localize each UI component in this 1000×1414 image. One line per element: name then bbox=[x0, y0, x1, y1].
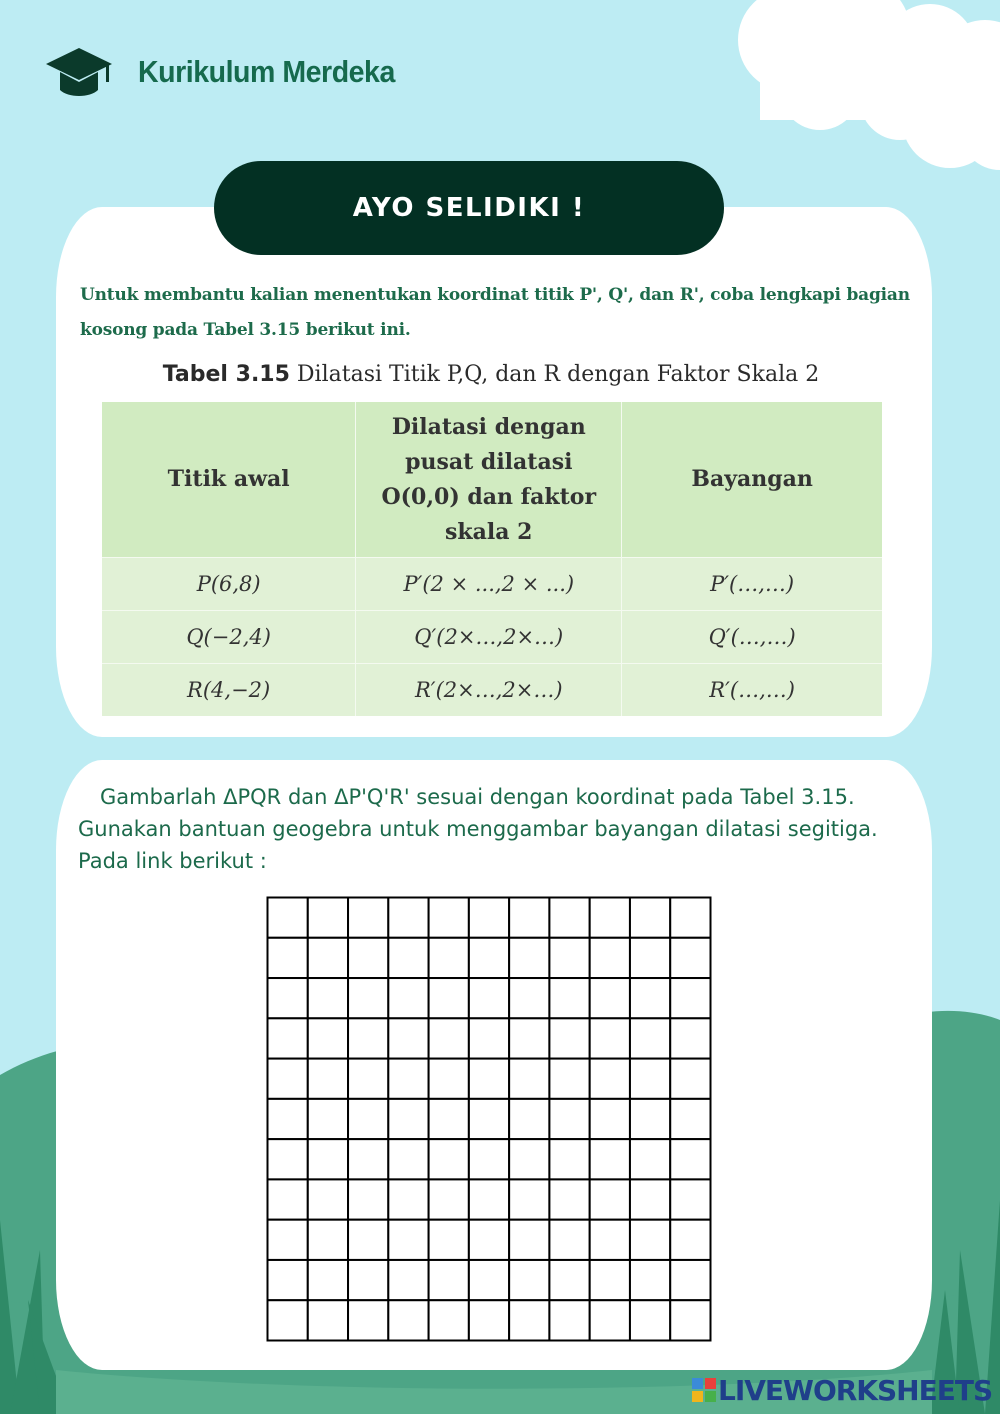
grid-cell[interactable] bbox=[348, 1300, 388, 1340]
grid-cell[interactable] bbox=[388, 1099, 428, 1139]
dilation-table bbox=[102, 402, 882, 716]
grid-cell[interactable] bbox=[509, 1220, 549, 1260]
drawing-instruction-text: Gambarlah ΔPQR dan ΔP'Q'R' sesuai dengan koordinat pada Tabel 3.15. Gunakan bantuan geogebra untuk menggambar bayangan dilatasi segitiga. Pada link berikut : bbox=[78, 785, 878, 873]
grid-cell[interactable] bbox=[308, 1099, 348, 1139]
cloud-icon bbox=[738, 0, 1000, 170]
grid-cell[interactable] bbox=[469, 1059, 509, 1099]
grid-cell[interactable] bbox=[429, 1139, 469, 1179]
grid-cell[interactable] bbox=[388, 1018, 428, 1058]
grid-cell[interactable] bbox=[348, 978, 388, 1018]
cell-dilation[interactable]: P′(2 × ...,2 × ...) bbox=[356, 558, 622, 611]
grid-cell[interactable] bbox=[509, 1059, 549, 1099]
grid-cell[interactable] bbox=[308, 1179, 348, 1219]
cell-image[interactable]: P′(…,…) bbox=[622, 558, 882, 611]
grid-cell[interactable] bbox=[268, 1260, 308, 1300]
grid-cell[interactable] bbox=[268, 1059, 308, 1099]
grid-cell[interactable] bbox=[630, 1018, 670, 1058]
grid-cell[interactable] bbox=[268, 1018, 308, 1058]
grid-cell[interactable] bbox=[308, 1139, 348, 1179]
grid-cell[interactable] bbox=[630, 1220, 670, 1260]
cell-initial-point: R(4,−2) bbox=[102, 664, 356, 717]
grid-cell[interactable] bbox=[549, 898, 589, 938]
grid-cell[interactable] bbox=[348, 1018, 388, 1058]
grid-cell[interactable] bbox=[388, 1300, 428, 1340]
table-header-row bbox=[102, 402, 882, 558]
grid-cell[interactable] bbox=[268, 1139, 308, 1179]
grid-cell[interactable] bbox=[630, 898, 670, 938]
grid-cell[interactable] bbox=[630, 1059, 670, 1099]
grid-cell[interactable] bbox=[429, 1300, 469, 1340]
grid-cell[interactable] bbox=[348, 938, 388, 978]
grid-cell[interactable] bbox=[590, 1099, 630, 1139]
cell-dilation[interactable]: Q′(2×…,2×…) bbox=[356, 611, 622, 664]
grid-cell[interactable] bbox=[469, 938, 509, 978]
grid-cell[interactable] bbox=[590, 1059, 630, 1099]
grid-cell[interactable] bbox=[509, 1300, 549, 1340]
grid-cell[interactable] bbox=[308, 978, 348, 1018]
grid-cell[interactable] bbox=[670, 1059, 710, 1099]
grid-cell[interactable] bbox=[348, 1220, 388, 1260]
grid-cell[interactable] bbox=[549, 1059, 589, 1099]
grid-cell[interactable] bbox=[308, 1018, 348, 1058]
grid-cell[interactable] bbox=[429, 1099, 469, 1139]
grid-cell[interactable] bbox=[308, 1300, 348, 1340]
grid-cell[interactable] bbox=[388, 1260, 428, 1300]
grid-cell[interactable] bbox=[670, 1260, 710, 1300]
grid-cell[interactable] bbox=[469, 978, 509, 1018]
grid-cell[interactable] bbox=[549, 938, 589, 978]
cell-initial-point: P(6,8) bbox=[102, 558, 356, 611]
grid-cell[interactable] bbox=[268, 898, 308, 938]
grid-cell[interactable] bbox=[549, 978, 589, 1018]
grid-cell[interactable] bbox=[469, 1220, 509, 1260]
activity-instruction: Untuk membantu kalian menentukan koordinat titik P', Q', dan R', coba lengkapi bagian kosong pada Tabel 3.15 berikut ini. bbox=[80, 285, 910, 340]
grid-cell[interactable] bbox=[348, 1059, 388, 1099]
grid-cell[interactable] bbox=[469, 1099, 509, 1139]
grid-cell[interactable] bbox=[469, 898, 509, 938]
grid-cell[interactable] bbox=[429, 1220, 469, 1260]
brand-title: Kurikulum Merdeka bbox=[138, 54, 395, 89]
grid-cell[interactable] bbox=[630, 1179, 670, 1219]
grid-cell[interactable] bbox=[469, 1260, 509, 1300]
grid-cell[interactable] bbox=[388, 1139, 428, 1179]
grid-cell[interactable] bbox=[670, 898, 710, 938]
grid-cell[interactable] bbox=[268, 1179, 308, 1219]
grid-cell[interactable] bbox=[429, 898, 469, 938]
grid-cell[interactable] bbox=[509, 978, 549, 1018]
grid-cell[interactable] bbox=[348, 1260, 388, 1300]
cell-image[interactable]: Q′(…,…) bbox=[622, 611, 882, 664]
grid-cell[interactable] bbox=[509, 1099, 549, 1139]
grid-cell[interactable] bbox=[509, 1179, 549, 1219]
grid-cell[interactable] bbox=[670, 1179, 710, 1219]
grid-cell[interactable] bbox=[308, 1059, 348, 1099]
grid-cell[interactable] bbox=[549, 1018, 589, 1058]
grid-cell[interactable] bbox=[670, 1018, 710, 1058]
grid-cell[interactable] bbox=[590, 1179, 630, 1219]
grid-cell[interactable] bbox=[630, 978, 670, 1018]
grid-cell[interactable] bbox=[388, 1059, 428, 1099]
grid-cell[interactable] bbox=[469, 1018, 509, 1058]
grid-cell[interactable] bbox=[429, 1059, 469, 1099]
grid-cell[interactable] bbox=[268, 1300, 308, 1340]
grid-cell[interactable] bbox=[590, 898, 630, 938]
table-row bbox=[102, 664, 882, 717]
grid-cell[interactable] bbox=[590, 1220, 630, 1260]
grid-cell[interactable] bbox=[590, 978, 630, 1018]
grid-cell[interactable] bbox=[630, 1300, 670, 1340]
grid-cell[interactable] bbox=[590, 1018, 630, 1058]
header-initial-point: Titik awal bbox=[102, 402, 356, 558]
cell-image[interactable]: R′(…,…) bbox=[622, 664, 882, 717]
grid-cell[interactable] bbox=[469, 1300, 509, 1340]
liveworksheets-text: LIVEWORKSHEETS bbox=[718, 1373, 993, 1407]
table-caption bbox=[100, 362, 882, 387]
cell-initial-point: Q(−2,4) bbox=[102, 611, 356, 664]
grid-cell[interactable] bbox=[630, 1139, 670, 1179]
grid-cell[interactable] bbox=[670, 938, 710, 978]
grid-cell[interactable] bbox=[549, 1099, 589, 1139]
grid-cell[interactable] bbox=[388, 1179, 428, 1219]
grid-cell[interactable] bbox=[549, 1260, 589, 1300]
liveworksheets-watermark bbox=[692, 1374, 992, 1406]
grid-cell[interactable] bbox=[308, 898, 348, 938]
grid-cell[interactable] bbox=[388, 978, 428, 1018]
grid-cell[interactable] bbox=[429, 938, 469, 978]
liveworksheets-logo-icon bbox=[692, 1378, 716, 1402]
grid-cell[interactable] bbox=[630, 1099, 670, 1139]
grid-cell[interactable] bbox=[308, 1260, 348, 1300]
grid-cell[interactable] bbox=[509, 938, 549, 978]
grid-cell[interactable] bbox=[268, 938, 308, 978]
grid-cell[interactable] bbox=[590, 1139, 630, 1179]
grid-cell[interactable] bbox=[549, 1139, 589, 1179]
grid-cell[interactable] bbox=[670, 1220, 710, 1260]
grid-cell[interactable] bbox=[388, 898, 428, 938]
grid-cell[interactable] bbox=[670, 1139, 710, 1179]
grid-cell[interactable] bbox=[549, 1300, 589, 1340]
grid-cell[interactable] bbox=[509, 898, 549, 938]
grid-cell[interactable] bbox=[348, 1099, 388, 1139]
graduation-cap-icon bbox=[44, 44, 114, 102]
table-caption-text: Dilatasi Titik P,Q, dan R dengan Faktor Skala 2 bbox=[289, 362, 820, 387]
grid-cell[interactable] bbox=[268, 1099, 308, 1139]
grid-cell[interactable] bbox=[509, 1260, 549, 1300]
grid-cell[interactable] bbox=[590, 1300, 630, 1340]
grid-cell[interactable] bbox=[509, 1139, 549, 1179]
grid-cell[interactable] bbox=[670, 1099, 710, 1139]
grid-cell[interactable] bbox=[670, 978, 710, 1018]
grid-cell[interactable] bbox=[388, 1220, 428, 1260]
grid-cell[interactable] bbox=[268, 1220, 308, 1260]
grid-cell[interactable] bbox=[670, 1300, 710, 1340]
header-image: Bayangan bbox=[622, 402, 882, 558]
grid-cell[interactable] bbox=[429, 1179, 469, 1219]
grid-cell[interactable] bbox=[509, 1018, 549, 1058]
cell-dilation[interactable]: R′(2×…,2×…) bbox=[356, 664, 622, 717]
table-caption-label: Tabel 3.15 bbox=[162, 362, 290, 387]
grid-cell[interactable] bbox=[388, 938, 428, 978]
activity-title: AYO SELIDIKI ! bbox=[214, 161, 724, 255]
grid-cell[interactable] bbox=[549, 1179, 589, 1219]
header-dilation: Dilatasi dengan pusat dilatasi O(0,0) dan faktor skala 2 bbox=[356, 402, 622, 558]
grid-cell[interactable] bbox=[429, 978, 469, 1018]
drawing-instruction bbox=[78, 781, 918, 877]
grid-cell[interactable] bbox=[348, 1139, 388, 1179]
grid-cell[interactable] bbox=[630, 1260, 670, 1300]
grid-cell[interactable] bbox=[268, 978, 308, 1018]
grid-cell[interactable] bbox=[348, 898, 388, 938]
grid-cell[interactable] bbox=[630, 938, 670, 978]
table-row bbox=[102, 611, 882, 664]
grid-cell[interactable] bbox=[308, 938, 348, 978]
grid-cell[interactable] bbox=[590, 938, 630, 978]
grid-cell[interactable] bbox=[549, 1220, 589, 1260]
table-row bbox=[102, 558, 882, 611]
grid-cell[interactable] bbox=[348, 1179, 388, 1219]
grid-cell[interactable] bbox=[429, 1260, 469, 1300]
drawing-grid[interactable] bbox=[266, 896, 712, 1342]
grid-cell[interactable] bbox=[590, 1260, 630, 1300]
grid-cell[interactable] bbox=[429, 1018, 469, 1058]
grid-cell[interactable] bbox=[308, 1220, 348, 1260]
grid-cell[interactable] bbox=[469, 1179, 509, 1219]
grid-cell[interactable] bbox=[469, 1139, 509, 1179]
